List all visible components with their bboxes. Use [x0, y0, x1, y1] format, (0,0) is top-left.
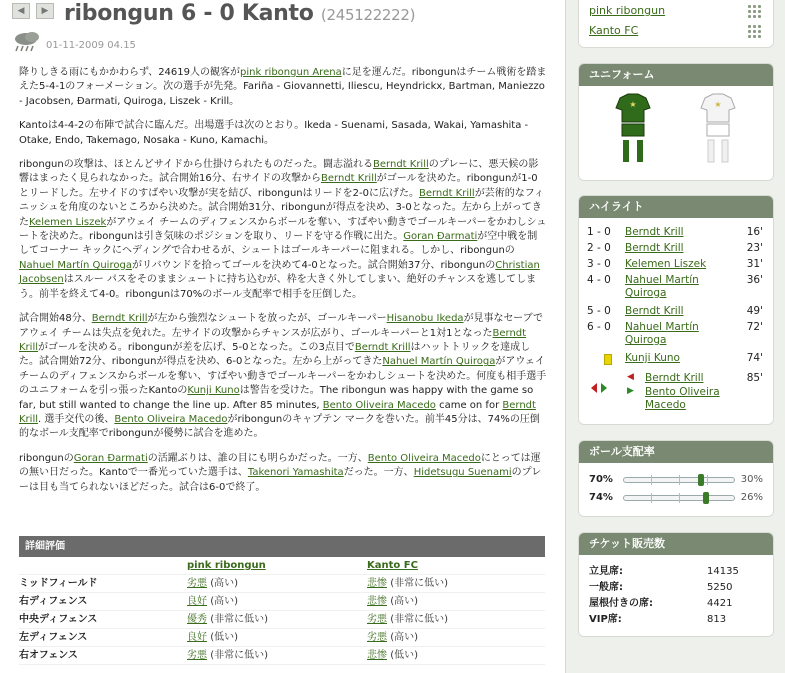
match-title: ribongun 6 - 0 Kanto — [64, 1, 314, 26]
player-link[interactable]: Berndt Krill — [91, 313, 148, 325]
report-paragraph — [19, 312, 547, 442]
player-link[interactable]: Berndt Krill — [19, 327, 527, 353]
uniform-title: ユニフォーム — [579, 64, 773, 86]
possession-marker — [698, 474, 704, 486]
player-link[interactable]: Kelemen Liszek — [29, 216, 107, 228]
player-link[interactable]: Berndt Krill — [373, 159, 429, 171]
rating-level-link[interactable]: 劣悪 — [367, 632, 387, 643]
ticket-value: 4421 — [707, 598, 733, 609]
highlight-card — [579, 352, 773, 372]
report-text: がゴールを決めた。ribongunが1-0とリードした。左サイドのすばやい攻撃が実を結び、ribongunはリードを2-0に広げた。 — [19, 173, 538, 199]
uniform-kits — [579, 86, 774, 181]
report-text: ribongunの — [19, 452, 74, 464]
player-link[interactable]: Christian Jacobsen — [19, 259, 540, 286]
report-text: にとっては運の無い日だった。Kantoで一番光っていた選手は、 — [19, 452, 541, 479]
home-team-link[interactable]: pink ribongun — [187, 560, 266, 571]
match-id: (245122222) — [320, 6, 416, 24]
report-text: が左から強烈なシュートを放ったが、ゴールキーパー — [147, 313, 387, 325]
rating-level-link[interactable]: 良好 — [187, 632, 207, 643]
ticket-label: VIP席: — [589, 614, 622, 625]
detailed-rating-table — [19, 536, 545, 665]
prev-match-button[interactable] — [12, 3, 30, 19]
goal-player-link[interactable]: Berndt Krill — [625, 226, 684, 238]
possession-marker — [703, 492, 709, 504]
home-possession: 74% — [589, 492, 613, 503]
rating-sublevel: (高い) — [390, 596, 418, 607]
tick — [679, 493, 680, 503]
report-text: はスルー パスをそのままシュートに持ち込むが、枠を大きく外してしまい、絶好のチャンスを逃してしまう。前半を終えて4-0。ribongunは70%のボール支配率で相手を圧倒した。 — [19, 274, 537, 300]
team-link-home[interactable] — [579, 1, 773, 21]
ticket-label: 立見席: — [589, 566, 623, 577]
sidebar — [565, 0, 785, 673]
goal-player-link[interactable]: Kelemen Liszek — [625, 258, 707, 270]
rating-level-link[interactable]: 悲惨 — [367, 578, 387, 589]
tick — [707, 475, 708, 485]
highlight-score: 6 - 0 — [587, 321, 611, 333]
player-link[interactable]: Berndt Krill — [19, 399, 536, 425]
rating-row — [19, 647, 545, 665]
highlights-panel — [578, 195, 774, 425]
report-text: Kantoは4-4-2の布陣で試合に臨んだ。出場選手は次のとおり。Ikeda - Suenami, Sasada, Wakai, Yamashita - Otake, Endo, Takemago, Nosaka - Kuno, Kamachi。 — [19, 120, 529, 146]
report-text: . 選手交代の後、 — [38, 413, 115, 425]
report-text: の活躍ぶりは、誰の目にも明らかだった。一方、 — [147, 452, 368, 464]
away-team-link[interactable]: Kanto FC — [367, 560, 418, 571]
away-kit-icon — [701, 94, 735, 162]
goal-player-link[interactable]: Nahuel Martín Quiroga — [625, 274, 699, 299]
svg-text:★: ★ — [629, 100, 637, 109]
report-text: は警告を受けた。The ribongun was happy with the game so far, but still wanted to change the line up. After 85 minutes, — [19, 385, 534, 411]
player-link[interactable]: Bento Oliveira Macedo — [322, 399, 436, 411]
rating-label: 右ディフェンス — [19, 596, 88, 607]
report-text: だった。一方、 — [343, 467, 414, 479]
report-text: がアウェイ チームのディフェンスからボールを奪い、すばやい動きでゴールキーパーをかわしシュートを決めた。何度も相手選手のユニフォームを引っ張ったKantoの — [19, 356, 547, 397]
rating-label: 中央ディフェンス — [19, 614, 98, 625]
home-kit-icon — [616, 94, 650, 162]
report-text: のプレーは目も当てられないほどだった。試合は6-0で終了。 — [19, 467, 542, 493]
highlight-goal — [579, 258, 773, 274]
highlight-score: 2 - 0 — [587, 242, 611, 254]
goal-minute: 72' — [746, 321, 763, 333]
report-text: がribongunのキャプテン マークを巻いた。前半45分は、74%の圧倒的なボール支配率でribongunが優勢に試合を進めた。 — [19, 413, 540, 440]
rating-label: 右オフェンス — [19, 650, 78, 661]
rating-header: 詳細評価 — [19, 536, 545, 557]
player-link[interactable]: Nahuel Martín Quiroga — [382, 356, 496, 368]
team-link-away[interactable] — [579, 21, 773, 41]
rating-level-link[interactable]: 悲惨 — [367, 650, 387, 661]
highlight-goal — [579, 305, 773, 321]
tickets-panel — [578, 532, 774, 637]
rating-sublevel: (非常に低い) — [390, 578, 448, 589]
player-link[interactable]: Goran Đarmati — [403, 231, 478, 243]
team-name[interactable]: pink ribongun — [589, 4, 666, 17]
ticket-value: 14135 — [707, 566, 739, 577]
report-text: が空中戦を制してコーナー キックにヘディングで合わせるが、シュートはゴールキーパーに阻まれる。しかし、ribongunの — [19, 231, 538, 257]
report-paragraph — [19, 66, 547, 109]
rating-level-link[interactable]: 良好 — [187, 596, 207, 607]
away-possession: 30% — [740, 474, 763, 485]
ticket-label: 屋根付きの席: — [589, 598, 653, 609]
report-text: はハットトリックを達成した。試合開始72分、ribongunが得点を決め、6-0となった。左から上がってきた — [19, 341, 531, 368]
svg-text:★: ★ — [714, 100, 722, 109]
highlight-score: 1 - 0 — [587, 226, 611, 238]
ticket-row — [579, 596, 773, 612]
rating-label: 左ディフェンス — [19, 632, 88, 643]
rating-sublevel: (高い) — [210, 578, 238, 589]
report-text: がリバウンドを拾ってゴールを決めて4-0となった。試合開始37分、ribongunの — [131, 259, 496, 271]
report-text: came on for — [435, 399, 503, 411]
player-link[interactable]: pink ribongun Arena — [240, 67, 342, 78]
rating-sublevel: (低い) — [210, 632, 238, 643]
report-text: ribongunの攻撃は、ほとんどサイドから仕掛けられたものだった。闘志溢れる — [19, 159, 374, 171]
goal-minute: 36' — [746, 274, 763, 286]
rating-sublevel: (高い) — [210, 596, 238, 607]
player-link[interactable]: Bento Oliveira Macedo — [114, 413, 228, 425]
arrow-left-icon: ◀ — [17, 6, 25, 16]
possession-bar — [579, 489, 773, 507]
ticket-label: 一般席: — [589, 582, 623, 593]
sub-minute: 85' — [746, 372, 763, 384]
rating-row — [19, 593, 545, 611]
rating-level-link[interactable]: 劣悪 — [367, 614, 387, 625]
highlight-goal — [579, 274, 773, 305]
rating-sublevel: (非常に低い) — [210, 650, 268, 661]
rating-sublevel: (高い) — [390, 632, 418, 643]
away-possession: 26% — [740, 492, 763, 503]
ticket-value: 5250 — [707, 582, 733, 593]
rating-sublevel: (低い) — [390, 650, 418, 661]
goal-player-link[interactable]: Berndt Krill — [625, 305, 684, 317]
uniform-panel — [578, 63, 774, 181]
rating-label: ミッドフィールド — [19, 578, 98, 589]
player-out-link[interactable]: Berndt Krill — [645, 372, 704, 384]
rating-row — [19, 611, 545, 629]
highlights-title: ハイライト — [579, 196, 773, 218]
player-link[interactable]: Takenori Yamashita — [247, 467, 344, 479]
tick — [651, 493, 652, 503]
rating-row — [19, 575, 545, 593]
ticket-row — [579, 580, 773, 596]
rating-sublevel: (非常に低い) — [210, 614, 268, 625]
report-text: が見事なセーブでアウェイ チームは失点を免れた。左サイドの攻撃からチャンスが広がり、ゴールキーパーと1対1となった — [19, 313, 543, 339]
grid-icon[interactable] — [747, 4, 763, 18]
report-paragraph — [19, 158, 547, 302]
possession-bar — [579, 471, 773, 489]
arrow-in-icon: ▶ — [627, 386, 634, 396]
goal-player-link[interactable]: Nahuel Martín Quiroga — [625, 321, 699, 346]
possession-panel — [578, 440, 774, 517]
report-text: がゴールを決める。ribongunが差を広げ、5-0となった。この3点目で — [38, 341, 355, 353]
rating-sublevel: (非常に低い) — [390, 614, 448, 625]
tickets-title: チケット販売数 — [579, 533, 773, 555]
player-link[interactable]: Nahuel Martín Quiroga — [19, 259, 132, 271]
ticket-value: 813 — [707, 614, 727, 625]
report-text: のプレーに、悪天候の影響はまったく見られなかった。試合開始16分、右サイドの攻撃から — [19, 159, 539, 185]
rating-level-link[interactable]: 劣悪 — [187, 650, 207, 661]
teams-panel — [578, 0, 774, 48]
yellow-card-icon — [604, 354, 612, 365]
report-paragraph — [19, 452, 547, 495]
rating-row — [19, 629, 545, 647]
report-text: に足を運んだ。ribongunはチーム戦術を踏まえた5-4-1のフォーメーション。次の選手が先発。Fariña - Giovannetti, Iliescu, Heyndrickx, Bartman, Maniezzo - Jacobsen, Đarmati, Quiroga, Liszek - Krill。 — [19, 67, 547, 107]
match-date: 01-11-2009 04.15 — [46, 40, 136, 51]
report-text: が芸術的なフィニッシュを角度のないところから決めた。試合開始31分、ribongunが得点を決め、3-0となった。左から上がってきた — [19, 187, 544, 228]
highlight-substitution — [579, 372, 773, 411]
player-link[interactable]: Hisanobu Ikeda — [386, 313, 464, 325]
report-text: 試合開始48分、 — [19, 313, 92, 325]
card-player-link[interactable]: Kunji Kuno — [625, 352, 680, 364]
arrow-right-icon: ▶ — [41, 6, 49, 16]
highlight-score: 4 - 0 — [587, 274, 611, 286]
home-possession: 70% — [589, 474, 613, 485]
player-link[interactable]: Berndt Krill — [321, 173, 377, 185]
highlight-score: 3 - 0 — [587, 258, 611, 270]
next-match-button[interactable] — [36, 3, 54, 19]
player-link[interactable]: Berndt Krill — [354, 341, 411, 353]
player-in-link[interactable]: Bento Oliveira Macedo — [645, 386, 720, 411]
rain-cloud-icon — [12, 30, 46, 52]
player-link[interactable]: Goran Đarmati — [73, 452, 148, 464]
possession-title: ボール支配率 — [579, 441, 773, 463]
arrow-out-icon: ◀ — [627, 372, 634, 382]
player-link[interactable]: Berndt Krill — [418, 187, 475, 199]
rating-level-link[interactable]: 劣悪 — [187, 578, 207, 589]
card-minute: 74' — [746, 352, 763, 364]
rating-team-row — [19, 557, 545, 575]
goal-minute: 23' — [746, 242, 763, 254]
highlight-goal — [579, 226, 773, 242]
report-paragraph — [19, 119, 547, 148]
player-link[interactable]: Kunji Kuno — [187, 385, 240, 397]
goal-minute: 49' — [746, 305, 763, 317]
page-title — [64, 1, 415, 26]
ticket-row — [579, 612, 773, 628]
rating-level-link[interactable]: 悲惨 — [367, 596, 387, 607]
report-text: 降りしきる雨にもかかわらず、24619人の観客が — [19, 67, 241, 78]
tick — [651, 475, 652, 485]
highlight-goal — [579, 242, 773, 258]
goal-minute: 16' — [746, 226, 763, 238]
highlight-goal — [579, 321, 773, 352]
rating-level-link[interactable]: 優秀 — [187, 614, 207, 625]
player-link[interactable]: Bento Oliveira Macedo — [367, 452, 481, 464]
report-text: がアウェイ チームのディフェンスからボールを奪い、すばやい動きでゴールキーパーをかわしシュートを決めた。ribongunは引き気味のポジションを取り、リードを守る作戦に出た。 — [19, 216, 547, 243]
grid-icon[interactable] — [747, 24, 763, 38]
ticket-row — [579, 564, 773, 580]
goal-player-link[interactable]: Berndt Krill — [625, 242, 684, 254]
goal-minute: 31' — [746, 258, 763, 270]
team-name[interactable]: Kanto FC — [589, 24, 639, 37]
player-link[interactable]: Hidetsugu Suenami — [413, 467, 512, 479]
substitution-icon — [589, 382, 609, 397]
highlight-score: 5 - 0 — [587, 305, 611, 317]
match-report-text — [19, 66, 547, 505]
tick — [679, 475, 680, 485]
